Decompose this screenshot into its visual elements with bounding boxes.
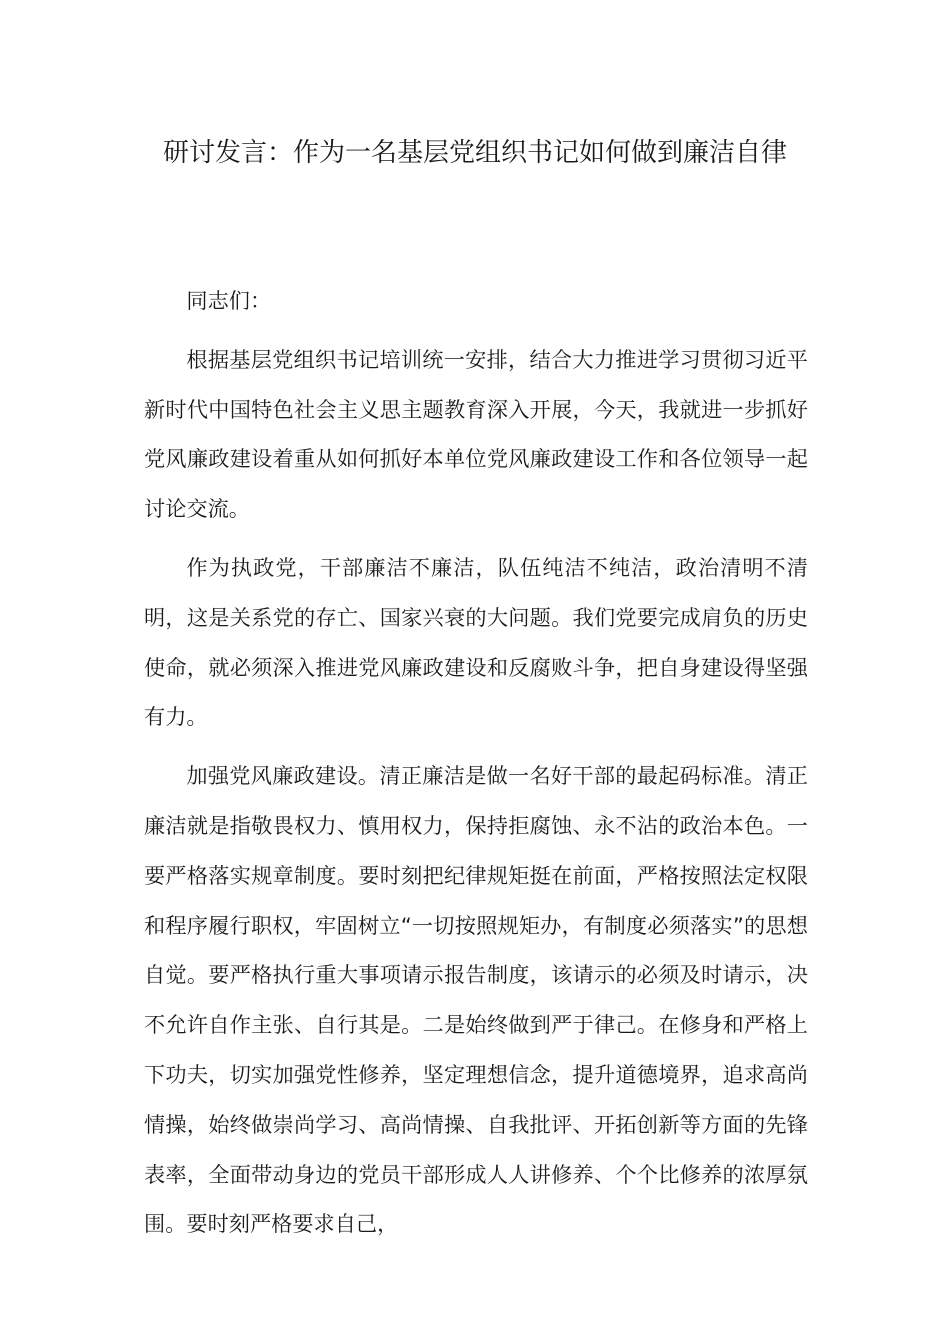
- paragraph-2: 作为执政党，干部廉洁不廉洁，队伍纯洁不纯洁，政治清明不清明，这是关系党的存亡、国家兴衰的大问题。我们党要完成肩负的历史使命，就必须深入推进党风廉政建设和反腐败斗争，把自身建设得坚强有力。: [144, 554, 808, 730]
- paragraph-3: 加强党风廉政建设。清正廉洁是做一名好干部的最起码标准。清正廉洁就是指敬畏权力、慎用权力，保持拒腐蚀、永不沾的政治本色。一要严格落实规章制度。要时刻把纪律规矩挺在前面，严格按照法定权限和程序履行职权，牢固树立“一切按照规矩办，有制度必须落实”的思想自觉。要严格执行重大事项请示报告制度，该请示的必须及时请示，决不允许自作主张、自行其是。二是始终做到严于律己。在修身和严格上下功夫，切实加强党性修养，坚定理想信念，提升道德境界，追求高尚情操，始终做崇尚学习、高尚情操、自我批评、开拓创新等方面的先锋表率，全面带动身边的党员干部形成人人讲修养、个个比修养的浓厚氛围。要时刻严格要求自己，: [144, 763, 808, 1237]
- greeting: 同志们：: [186, 288, 272, 313]
- document-title: 研讨发言：作为一名基层党组织书记如何做到廉洁自律: [162, 138, 787, 168]
- paragraph-1: 根据基层党组织书记培训统一安排，结合大力推进学习贯彻习近平新时代中国特色社会主义思主题教育深入开展，今天，我就进一步抓好党风廉政建设着重从如何抓好本单位党风廉政建设工作和各位领导一起讨论交流。: [144, 346, 808, 522]
- document-body: [144, 276, 808, 1249]
